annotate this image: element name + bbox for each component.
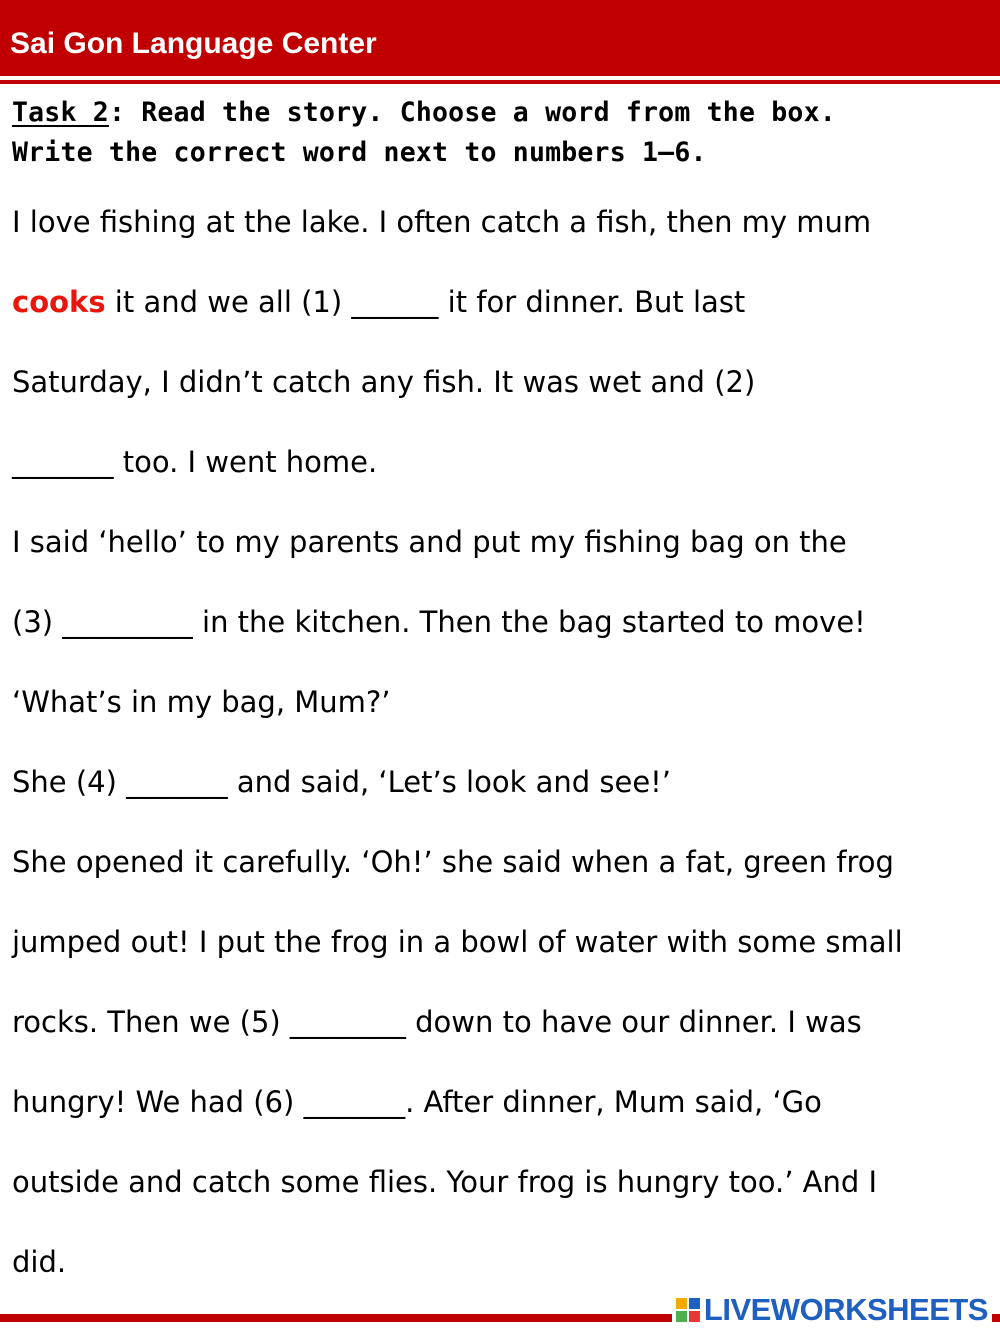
logo-text: LIVEWORKSHEETS bbox=[703, 1292, 988, 1327]
liveworksheets-logo bbox=[672, 1290, 992, 1330]
story-line-2 bbox=[12, 282, 997, 322]
story-line-1: I love fishing at the lake. I often catch a fish, then my mum bbox=[12, 205, 872, 239]
story-line-3: Saturday, I didn’t catch any fish. It was wet and (2) bbox=[12, 365, 756, 399]
task-instructions bbox=[12, 93, 992, 173]
story-line-7: ‘What’s in my bag, Mum?’ bbox=[12, 685, 391, 719]
story-line-8: She (4) _______ and said, ‘Let’s look and see!’ bbox=[12, 765, 672, 799]
story-line-14: did. bbox=[12, 1245, 67, 1279]
story-line-11: rocks. Then we (5) ________ down to have our dinner. I was bbox=[12, 1005, 862, 1039]
story-line-13: outside and catch some flies. Your frog is hungry too.’ And I bbox=[12, 1165, 878, 1199]
example-word: cooks bbox=[12, 285, 106, 319]
liveworksheets-logo-icon bbox=[676, 1298, 700, 1322]
story-line-2-text: it and we all (1) ______ it for dinner. But last bbox=[105, 285, 746, 319]
story-line-10: jumped out! I put the frog in a bowl of water with some small bbox=[12, 925, 903, 959]
task-instruction-2: Write the correct word next to numbers 1–6. bbox=[12, 137, 707, 168]
header-divider bbox=[0, 80, 1000, 84]
story-line-5: I said ‘hello’ to my parents and put my fishing bag on the bbox=[12, 525, 847, 559]
task-instruction-1: : Read the story. Choose a word from the box. bbox=[108, 97, 836, 128]
task-label: Task 2 bbox=[12, 97, 109, 128]
center-name: Sai Gon Language Center bbox=[10, 27, 377, 60]
story-line-4: _______ too. I went home. bbox=[12, 445, 378, 479]
story-line-6: (3) _________ in the kitchen. Then the bag started to move! bbox=[12, 605, 866, 639]
story-line-12: hungry! We had (6) _______. After dinner, Mum said, ‘Go bbox=[12, 1085, 822, 1119]
story-line-9: She opened it carefully. ‘Oh!’ she said when a fat, green frog bbox=[12, 845, 894, 879]
task-line-1 bbox=[12, 93, 992, 133]
